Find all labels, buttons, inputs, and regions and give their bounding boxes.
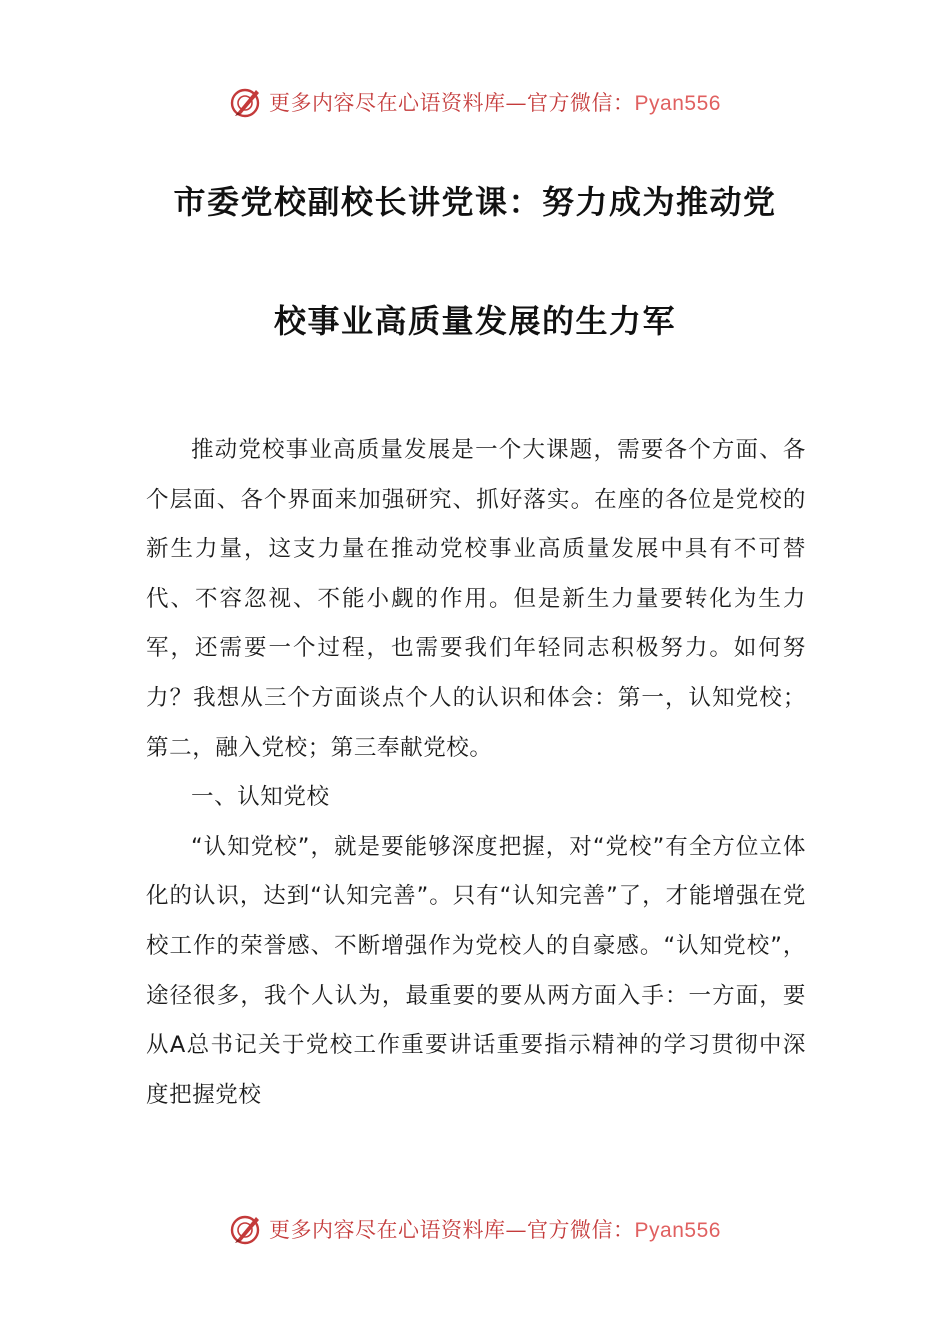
section-heading: 一、认知党校 [191,784,330,811]
footer-watermark-banner [0,1209,950,1249]
wechat-id: Pyan556 [634,92,721,115]
watermark-text: 更多内容尽在心语资料库—官方微信： [269,1218,635,1242]
body-paragraph: “认知党校”，就是要能够深度把握，对“党校”有全方位立体化的认识，达到“认知完善”。只有“认知完善”了，才能增强在党校工作的荣誉感、不断增强作为党校人的自豪感。“认知党校”，途径很多，我个人认为，最重要的要从两方面入手：一方面，要从A总书记关于党校工作重要讲话重要指示精神的学习贯彻中深度把握党校 [146,833,806,1108]
pen-logo-icon [229,85,263,119]
body-paragraph: 推动党校事业高质量发展是一个大课题，需要各个方面、各个层面、各个界面来加强研究、抓好落实。在座的各位是党校的新生力量，这支力量在推动党校事业高质量发展中具有不可替代、不容忽视、不能小觑的作用。但是新生力量要转化为生力军，还需要一个过程，也需要我们年轻同志积极努力。如何努力？我想从三个方面谈点个人的认识和体会：第一，认知党校；第二，融入党校；第三奉献党校。 [146,437,806,761]
document-title-line-1: 市委党校副校长讲党课：努力成为推动党 [173,183,777,221]
header-watermark-banner [0,82,950,122]
wechat-id: Pyan556 [634,1219,721,1242]
watermark-text: 更多内容尽在心语资料库—官方微信： [269,91,635,115]
document-title-line-2: 校事业高质量发展的生力军 [273,302,676,340]
pen-logo-icon [229,1212,263,1246]
document-body [146,426,806,1120]
